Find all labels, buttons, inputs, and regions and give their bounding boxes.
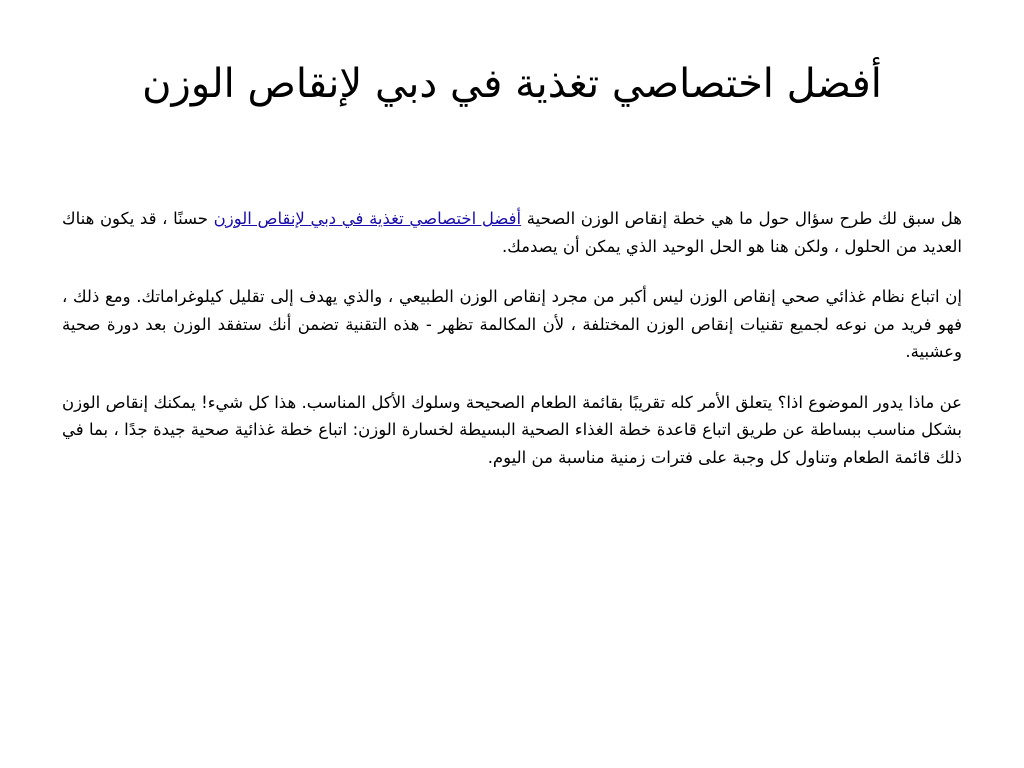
slide-title: أفضل اختصاصي تغذية في دبي لإنقاص الوزن	[142, 61, 882, 107]
intro-text-before-link: هل سبق لك طرح سؤال حول ما هي خطة إنقاص الوزن الصحية	[521, 209, 963, 228]
paragraph-diet-explanation: إن اتباع نظام غذائي صحي إنقاص الوزن ليس أكبر من مجرد إنقاص الوزن الطبيعي ، والذي يهدف إلى تقليل كيلوغراماتك. ومع ذلك ، فهو فريد من نوعه لجميع تقنيات إنقاص الوزن المختلفة ، لأن المكالمة تظهر - هذه التقنية تضمن أنك ستفقد الوزن بعد دورة صحية وعشبية.	[62, 287, 962, 361]
nutritionist-dubai-link[interactable]: أفضل اختصاصي تغذية في دبي لإنقاص الوزن	[213, 209, 522, 228]
paragraph-topic-summary: عن ماذا يدور الموضوع اذا؟ يتعلق الأمر كله تقريبًا بقائمة الطعام الصحيحة وسلوك الأكل المناسب. هذا كل شيء! يمكنك إنقاص الوزن بشكل مناسب ببساطة عن طريق اتباع قاعدة خطة الغذاء الصحية البسيطة لخسارة الوزن: اتباع خطة غذائية صحية جيدة جدًا ، بما في ذلك قائمة الطعام وتناول كل وجبة على فترات زمنية مناسبة من اليوم.	[62, 392, 962, 467]
intro-text-after-link: حسنًا ، قد يكون هناك العديد من الحلول ، ولكن هنا هو الحل الوحيد الذي يمكن أن يصدمك.	[62, 209, 962, 256]
slide-body	[62, 205, 962, 494]
paragraph-intro	[62, 205, 962, 260]
